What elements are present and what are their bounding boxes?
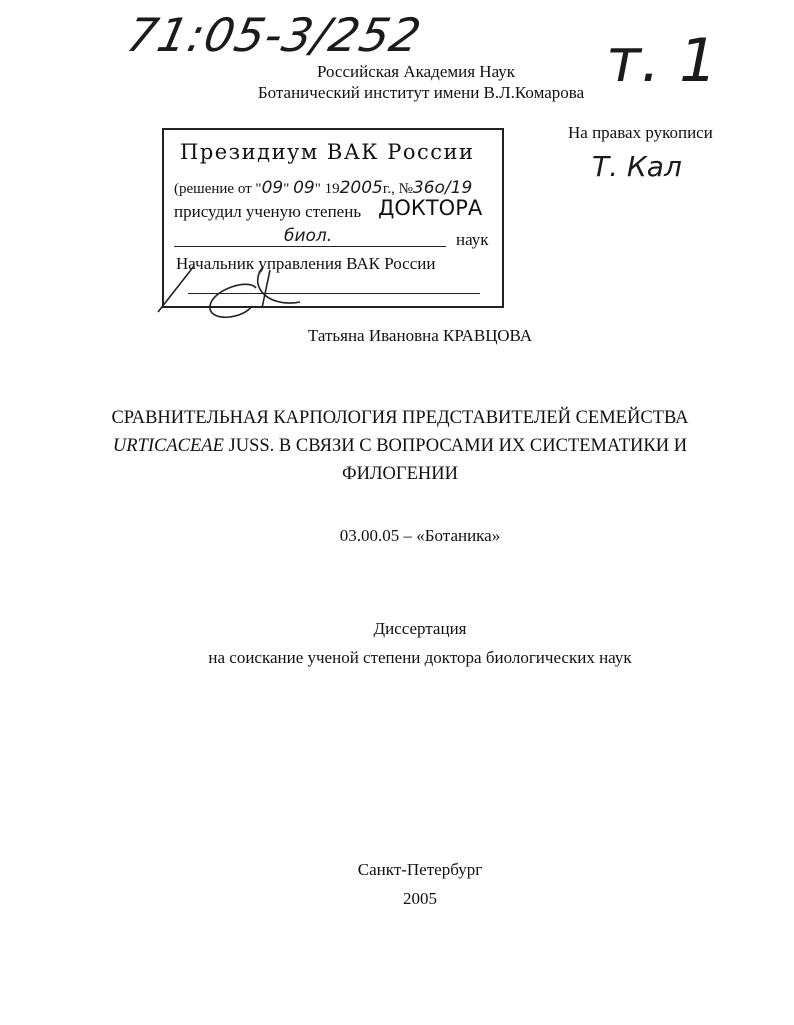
title-line-2-rest: JUSS. В СВЯЗИ С ВОПРОСАМИ ИХ СИСТЕМАТИКИ И bbox=[223, 436, 688, 456]
decision-number: 36о/19 bbox=[412, 178, 473, 198]
decision-prefix: (решение от " bbox=[174, 181, 262, 197]
document-type: Диссертация bbox=[373, 619, 467, 638]
stamp-science-label: наук bbox=[456, 230, 489, 249]
decision-number-prefix: г., № bbox=[382, 181, 413, 197]
handwritten-volume-mark: т. 1 bbox=[606, 26, 718, 96]
dissertation-title bbox=[100, 404, 700, 488]
title-family-name: URTICACEAE bbox=[112, 436, 224, 456]
stamp-science-handwritten: биол. bbox=[284, 226, 333, 246]
stamp-title: Президиум ВАК России bbox=[180, 140, 475, 164]
city: Санкт-Петербург bbox=[357, 860, 483, 879]
handwritten-page-number: 71:05-3/252 bbox=[122, 8, 427, 62]
manuscript-rights-note: На правах рукописи bbox=[568, 123, 713, 142]
author-name: Татьяна Ивановна КРАВЦОВА bbox=[307, 326, 533, 345]
decision-year: 2005 bbox=[339, 178, 383, 198]
stamp-decision-line: (решение от "09" 09" 192005г., №36о/19 bbox=[174, 178, 473, 198]
stamp-signature bbox=[152, 248, 312, 338]
handwritten-signature-topright: Т. Кал bbox=[592, 150, 682, 183]
institute-name: Ботанический институт имени В.Л.Комарова bbox=[257, 83, 585, 102]
decision-month: 09 bbox=[293, 178, 315, 198]
degree-sought: на соискание ученой степени доктора биологических наук bbox=[208, 648, 632, 667]
stamp-chief-label: Начальник управления ВАК России bbox=[176, 254, 436, 273]
stamp-degree-value: ДОКТОРА bbox=[378, 196, 483, 220]
title-line-1: СРАВНИТЕЛЬНАЯ КАРПОЛОГИЯ ПРЕДСТАВИТЕЛЕЙ СЕМЕЙСТВА bbox=[111, 408, 689, 428]
year: 2005 bbox=[403, 889, 437, 908]
title-line-3: ФИЛОГЕНИИ bbox=[342, 464, 458, 484]
title-line-2 bbox=[100, 432, 700, 460]
academy-name: Российская Академия Наук bbox=[316, 62, 516, 81]
stamp-science-line bbox=[174, 246, 446, 247]
specialty-code: 03.00.05 – «Ботаника» bbox=[339, 526, 501, 545]
decision-day: 09 bbox=[261, 178, 284, 198]
decision-year-prefix: " 19 bbox=[314, 181, 340, 197]
stamp-degree-label: присудил ученую степень bbox=[174, 202, 362, 221]
vak-stamp bbox=[162, 128, 504, 308]
